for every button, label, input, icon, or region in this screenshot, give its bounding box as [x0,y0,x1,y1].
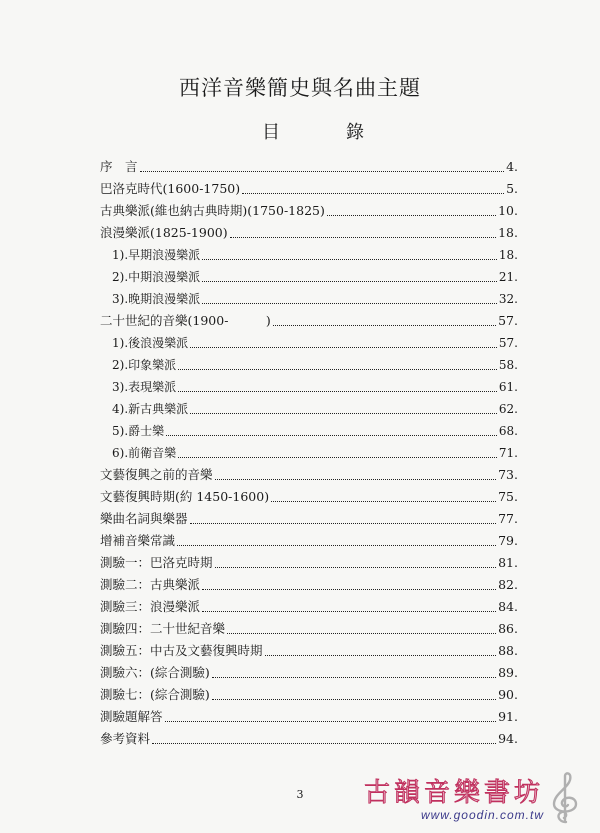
toc-entry-page: 18. [498,225,518,240]
dot-leader [327,214,496,216]
toc-entry-page: 90. [498,687,518,702]
toc-entry-page: 91. [498,709,518,724]
toc-entry-title: 增補音樂常識 [100,533,176,548]
toc-entry-page: 82. [498,577,518,592]
dot-leader [202,588,496,590]
toc-entry-page: 68. [498,424,518,438]
toc-entry-page: 5. [506,181,518,196]
toc-entry-page: 77. [498,511,518,526]
toc-entry-page: 57. [498,336,518,350]
toc-entry-title: 序 言 [100,159,138,174]
dot-leader [190,412,497,414]
toc-entry [100,508,518,530]
dot-leader [212,698,496,700]
toc-entry [100,354,518,376]
toc-entry [100,178,518,200]
toc-entry [100,662,518,684]
toc-entry-title: 測驗四：二十世紀音樂 [100,621,226,636]
toc-entry-title: 5).爵士樂 [112,424,165,438]
toc-entry-title: 參考資料 [100,731,151,746]
toc-entry-title: 古典樂派(維也納古典時期)(1750-1825) [100,203,325,218]
dot-leader [271,500,496,502]
toc-entry-title: 3).表現樂派 [112,380,177,394]
toc-entry-title: 2).印象樂派 [112,358,177,372]
dot-leader [177,544,496,546]
dot-leader [265,654,497,656]
dot-leader [166,434,497,436]
dot-leader [152,742,496,744]
page-title: 西洋音樂簡史與名曲主題 [179,76,421,100]
toc-entry-page: 32. [498,292,518,306]
toc-entry-page: 73. [498,467,518,482]
dot-leader [212,676,496,678]
toc-entry [100,574,518,596]
toc-entry-title: 2).中期浪漫樂派 [112,270,201,284]
dot-leader [202,258,497,260]
toc-entry [100,640,518,662]
dot-leader [190,522,497,524]
toc-entry-title: 測驗題解答 [100,709,163,724]
toc-entry-page: 61. [498,380,518,394]
toc-entry-page: 94. [498,731,518,746]
dot-leader [230,236,497,238]
toc-entry [100,420,518,442]
toc-entry [100,464,518,486]
toc-entry-title: 二十世紀的音樂(1900- ) [100,313,271,328]
toc-entry-page: 21. [498,270,518,284]
toc-entry-title: 文藝復興時期(約 1450-1600) [100,489,270,504]
toc-entry-title: 測驗二：古典樂派 [100,577,201,592]
dot-leader [178,368,497,370]
dot-leader [178,390,497,392]
toc-entry [100,376,518,398]
page-number: 3 [296,788,304,801]
toc-entry-page: 58. [498,358,518,372]
toc-entry-title: 3).晚期浪漫樂派 [112,292,201,306]
dot-leader [178,456,497,458]
toc-heading-char-2: 錄 [346,122,364,143]
toc-entry [100,728,518,750]
dot-leader [202,280,497,282]
toc-entry [100,486,518,508]
toc-entry [100,288,518,310]
toc-entry [100,398,518,420]
toc-entry [100,244,518,266]
toc-entry-page: 81. [498,555,518,570]
toc-entry-title: 1).後浪漫樂派 [112,336,189,350]
toc-entry-page: 4. [506,159,518,174]
toc-entry-page: 62. [498,402,518,416]
toc-entry-page: 89. [498,665,518,680]
watermark-brand: 古韻音樂書坊 [363,778,544,808]
dot-leader [202,610,496,612]
dot-leader [215,478,497,480]
toc-entry-title: 樂曲名詞與樂器 [100,511,188,526]
dot-leader [273,324,496,326]
toc-entry [100,618,518,640]
toc-entry [100,530,518,552]
watermark-url: www.goodin.com.tw [420,808,544,822]
toc-entry [100,222,518,244]
toc-entry-page: 71. [498,446,518,460]
toc-entry-title: 1).早期浪漫樂派 [112,248,201,262]
dot-leader [227,632,496,634]
toc-entry [100,442,518,464]
toc-entry-title: 6).前衛音樂 [112,446,177,460]
watermark [354,770,584,826]
dot-leader [215,566,497,568]
toc-entry-page: 84. [498,599,518,614]
toc-entry-title: 測驗六：(綜合測驗) [100,665,210,680]
toc-entry [100,266,518,288]
toc-entry-page: 18. [498,248,518,262]
dot-leader [242,192,504,194]
toc-entry-title: 浪漫樂派(1825-1900) [100,225,228,240]
dot-leader [140,170,505,172]
dot-leader [165,720,497,722]
toc-heading-char-1: 目 [262,122,280,143]
toc-heading [0,118,600,142]
toc-entry [100,200,518,222]
toc-entry-title: 巴洛克時代(1600-1750) [100,181,241,196]
toc-entry-title: 測驗七：(綜合測驗) [100,687,210,702]
dot-leader [190,346,497,348]
toc-entry-page: 57. [498,313,518,328]
toc-entry-page: 75. [498,489,518,504]
toc-entry-title: 測驗三：浪漫樂派 [100,599,201,614]
toc-entry-title: 4).新古典樂派 [112,402,189,416]
treble-clef-icon [548,770,582,826]
dot-leader [202,302,497,304]
toc-entry [100,332,518,354]
toc-entry-page: 10. [498,203,518,218]
toc-entry [100,310,518,332]
toc-entry [100,552,518,574]
toc-entry-page: 88. [498,643,518,658]
toc-entry-title: 測驗一：巴洛克時期 [100,555,213,570]
toc-entry [100,684,518,706]
toc-entry [100,706,518,728]
toc-entry-page: 86. [498,621,518,636]
toc-entry [100,156,518,178]
table-of-contents [100,156,518,750]
toc-entry-title: 測驗五：中古及文藝復興時期 [100,643,263,658]
toc-entry [100,596,518,618]
toc-entry-page: 79. [498,533,518,548]
toc-entry-title: 文藝復興之前的音樂 [100,467,213,482]
